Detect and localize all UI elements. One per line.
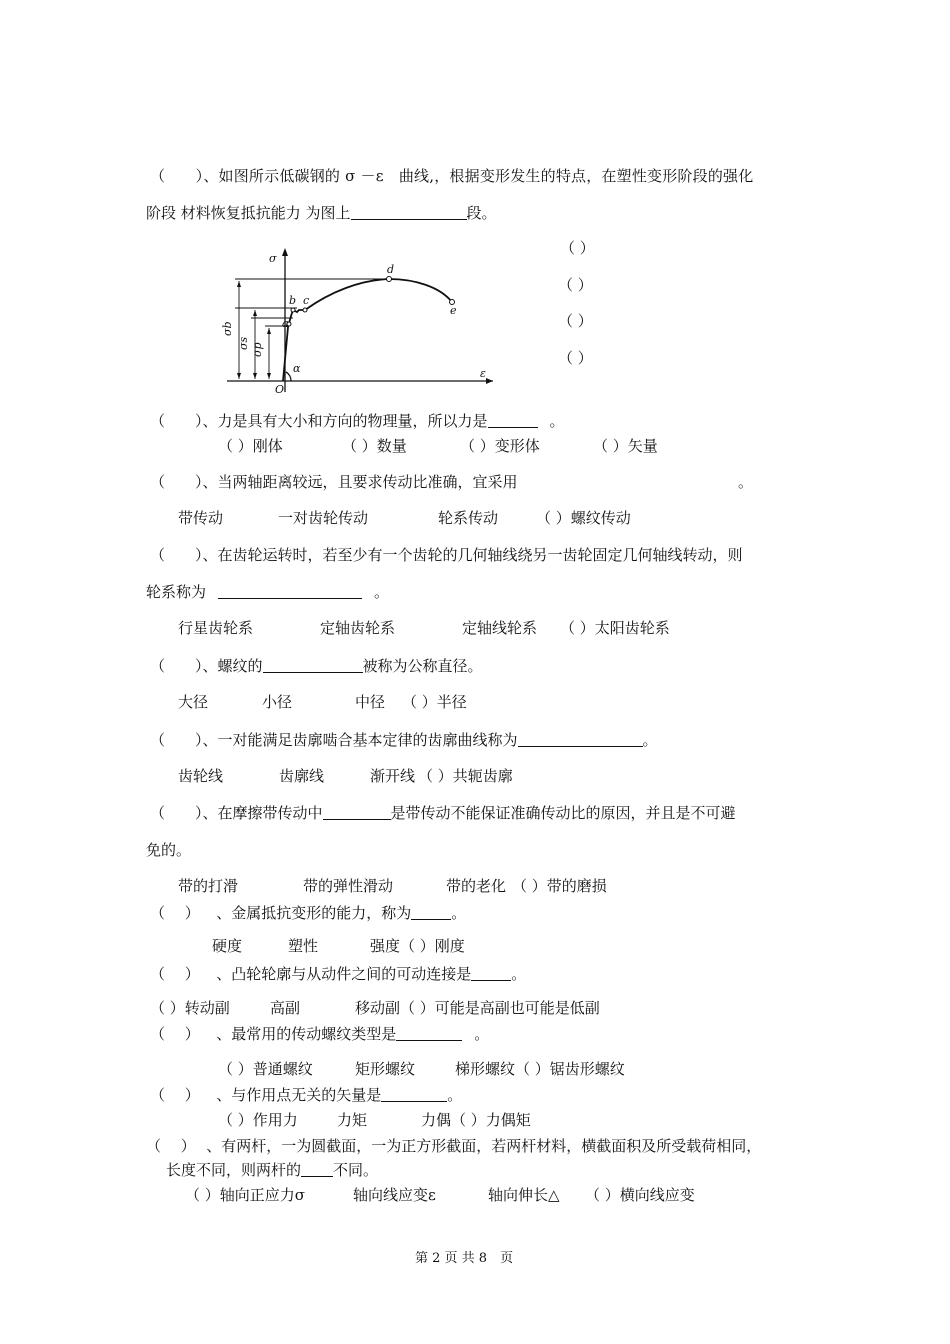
q11-option-1[interactable]: （ ）作用力 [218,1111,298,1129]
q1-line1 [150,166,753,186]
q12-line1 [146,1136,761,1156]
label-sigma-b: σb [221,321,234,336]
label-a: a [282,317,289,330]
q9-text: 、凸轮轮廓与从动件之间的可动连接是 [216,965,472,983]
q1-suffix: 段。 [466,204,497,222]
q8-line [150,903,466,923]
q9-suffix: 。 [511,965,527,983]
q7-line1 [150,803,736,823]
q6-answer-mark[interactable]: （ ） [150,731,203,749]
q9-answer-mark[interactable]: （ ） [150,965,193,983]
q11-text: 、与作用点无关的矢量是 [216,1086,382,1104]
q1-blank[interactable] [351,204,467,220]
q4-line1 [150,545,743,565]
q11-line [150,1085,462,1105]
q12-line2 [166,1160,378,1180]
q12-answer-mark[interactable]: （ ） [146,1137,189,1155]
point-b [291,308,295,312]
q5-text: 、螺纹的 [202,657,263,675]
q6-option-2[interactable]: 齿廓线 [279,767,325,785]
q3-suffix: 。 [738,473,754,491]
q2-option-4[interactable]: （ ）矢量 [593,437,658,455]
label-sigma-axis: σ [269,252,277,265]
q7-blank[interactable] [323,804,391,820]
q4-option-1[interactable]: 行星齿轮系 [178,619,254,637]
q6-option-4[interactable]: （ ）共轭齿廓 [418,767,513,785]
q1-text-a: 、如图所示低碳钢的 σ －ε 曲线,，根据变形发生的特点，在塑性变形阶段的强化 [203,167,754,185]
q1-answer-mark[interactable]: （ ） [150,167,204,185]
q11-blank[interactable] [381,1086,447,1102]
q12-text-b: 长度不同，则两杆的 [166,1161,302,1179]
q8-option-1[interactable]: 硬度 [212,937,243,955]
label-origin: O [275,383,285,396]
q8-answer-mark[interactable]: （ ） [150,904,193,922]
q10-option-2[interactable]: 矩形螺纹 [355,1060,416,1078]
q3-option-2[interactable]: 一对齿轮传动 [278,509,369,527]
q6-suffix: 。 [642,731,658,749]
q4-option-3[interactable]: 定轴线轮系 [462,619,538,637]
q5-option-4[interactable]: （ ）半径 [402,693,467,711]
q5-suffix: 被称为公称直径。 [362,657,483,675]
q10-line [150,1024,489,1044]
q10-text: 、最常用的传动螺纹类型是 [216,1025,397,1043]
q7-line2: 免的。 [146,841,192,859]
q3-option-4[interactable]: （ ）螺纹传动 [536,509,631,527]
q1-text-b: 阶段 材料恢复抵抗能力 为图上 [146,204,351,222]
point-d [387,277,392,282]
q2-suffix: 。 [549,412,565,430]
q2-option-2[interactable]: （ ）数量 [342,437,407,455]
q1-option-2[interactable]: （ ） [558,276,593,294]
q5-option-1[interactable]: 大径 [178,693,209,711]
q8-text: 、金属抵抗变形的能力，称为 [216,904,412,922]
q5-option-2[interactable]: 小径 [262,693,293,711]
q2-option-3[interactable]: （ ）变形体 [460,437,540,455]
q10-option-3[interactable]: 梯形螺纹（ ）锯齿形螺纹 [455,1060,625,1078]
q6-option-1[interactable]: 齿轮线 [178,767,224,785]
q1-option-1[interactable]: （ ） [560,239,595,257]
q3-option-1[interactable]: 带传动 [178,509,224,527]
q10-option-1[interactable]: （ ）普通螺纹 [218,1060,313,1078]
q1-option-4[interactable]: （ ） [558,349,593,367]
q10-answer-mark[interactable]: （ ） [150,1025,193,1043]
q9-line [150,964,526,984]
q5-line [150,656,483,676]
page-footer: 第 2 页 共 8 页 [415,1251,514,1266]
q12-option-1[interactable]: （ ）轴向正应力σ [185,1186,306,1204]
q8-suffix: 。 [451,904,467,922]
q7-text-a2: 是带传动不能保证准确传动比的原因，并且是不可避 [390,804,736,822]
q12-text-a: 、有两杆，一为圆截面，一为正方形截面，若两杆材料，横截面积及所受载荷相同， [206,1137,762,1155]
q11-answer-mark[interactable]: （ ） [150,1086,193,1104]
sigma-axis-arrow [282,248,288,256]
label-d: d [387,263,395,276]
q7-answer-mark[interactable]: （ ） [150,804,203,822]
q12-suffix: 不同。 [333,1161,379,1179]
q12-option-3[interactable]: 轴向伸长△ [488,1186,560,1204]
q7-option-1[interactable]: 带的打滑 [178,877,239,895]
q9-option-3[interactable]: 移动副（ ）可能是高副也可能是低副 [355,999,600,1017]
q4-option-2[interactable]: 定轴齿轮系 [320,619,396,637]
label-c: c [303,294,310,307]
q4-suffix: 。 [374,583,390,601]
q4-option-4[interactable]: （ ）太阳齿轮系 [560,619,670,637]
q9-option-2[interactable]: 高副 [270,999,301,1017]
epsilon-axis-arrow [486,378,493,384]
q11-suffix: 。 [447,1086,463,1104]
label-sigma-p: σp [251,342,264,357]
q10-blank[interactable] [396,1025,462,1041]
q11-option-2[interactable]: 力矩 [337,1111,368,1129]
q4-blank[interactable] [218,583,362,599]
alpha-arc [286,372,291,381]
point-c [303,308,307,312]
q2-line [150,411,565,431]
q8-option-3[interactable]: 强度（ ）刚度 [370,937,465,955]
q9-option-1[interactable]: （ ）转动副 [150,999,230,1017]
q5-answer-mark[interactable]: （ ） [150,657,203,675]
q7-option-4[interactable]: （ ）带的磨损 [512,877,607,895]
q2-option-1[interactable]: （ ）刚体 [218,437,283,455]
stress-strain-figure [221,232,495,396]
q12-blank[interactable] [301,1161,333,1177]
q8-option-2[interactable]: 塑性 [288,937,319,955]
q2-text: 、力是具有大小和方向的物理量，所以力是 [202,412,488,430]
q4-answer-mark[interactable]: （ ） [150,546,203,564]
q2-blank[interactable] [488,412,538,428]
q6-line [150,730,658,750]
q8-blank[interactable] [411,904,451,920]
label-eps-axis: ε [480,367,486,380]
q6-blank[interactable] [518,731,643,747]
label-alpha: α [293,362,301,375]
label-b: b [289,294,297,307]
q5-option-3[interactable]: 中径 [355,693,386,711]
q9-blank[interactable] [471,965,511,981]
q6-option-3[interactable]: 渐开线 [370,767,416,785]
q3-option-3[interactable]: 轮系传动 [438,509,499,527]
q12-option-2[interactable]: 轴向线应变ε [353,1186,436,1204]
q10-suffix: 。 [474,1025,490,1043]
q11-option-3[interactable]: 力偶（ ）力偶矩 [421,1111,531,1129]
q7-option-2[interactable]: 带的弹性滑动 [303,877,394,895]
q2-answer-mark[interactable]: （ ） [150,412,203,430]
label-e: e [450,304,457,317]
q12-option-4[interactable]: （ ）横向线应变 [585,1186,695,1204]
q3-answer-mark[interactable]: （ ） [150,473,203,491]
q3-line [150,472,518,492]
label-sigma-s: σs [237,336,250,350]
q7-option-3[interactable]: 带的老化 [446,877,507,895]
q4-text-b: 轮系称为 [146,583,207,601]
q4-line2 [146,582,389,602]
q6-text: 、一对能满足齿廓啮合基本定律的齿廓曲线称为 [202,731,518,749]
q3-text: 、当两轴距离较远，且要求传动比准确，宜采用 [202,473,518,491]
q4-text-a: 、在齿轮运转时，若至少有一个齿轮的几何轴线绕另一齿轮固定几何轴线转动，则 [202,546,743,564]
q1-option-3[interactable]: （ ） [558,312,593,330]
q1-line2 [146,203,497,223]
q7-text-a: 、在摩擦带传动中 [202,804,323,822]
q5-blank[interactable] [263,657,363,673]
